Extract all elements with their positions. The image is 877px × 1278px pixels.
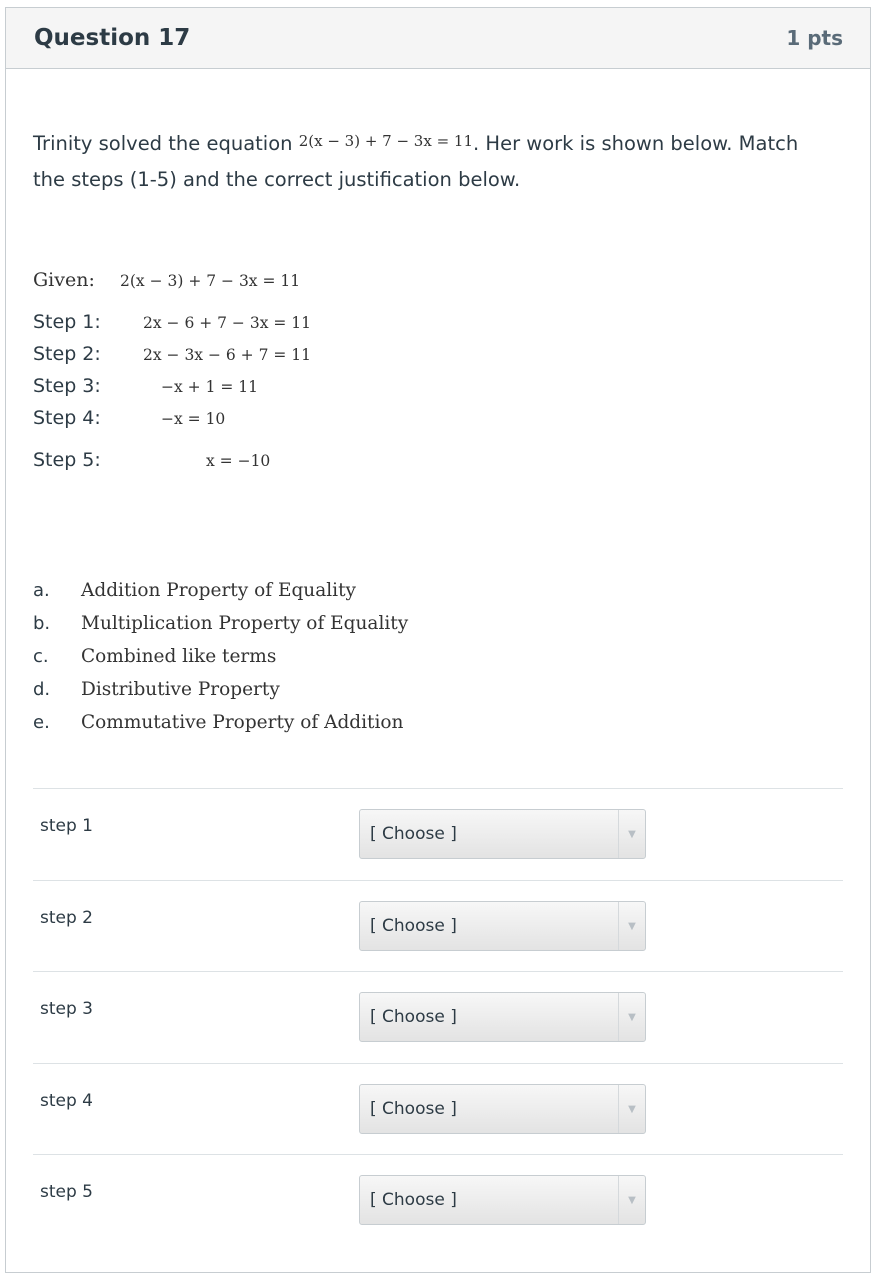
divider [33,1063,843,1064]
question-card [5,7,871,1273]
question-title: Question 17 [34,25,191,51]
step-label: Step 2: [33,343,101,365]
given-row [33,269,300,291]
match-label-step-4: step 4 [40,1091,93,1111]
divider [33,788,843,789]
step-2-select[interactable] [359,901,646,951]
option-letter: d. [33,679,51,700]
step-label: Step 1: [33,311,101,333]
match-label-step-2: step 2 [40,908,93,928]
step-equation: 2x − 6 + 7 − 3x = 11 [143,314,312,332]
step-5-select[interactable] [359,1175,646,1225]
step-3-select[interactable] [359,992,646,1042]
chevron-down-icon: ▼ [618,902,645,950]
work-step [33,343,311,365]
step-equation: −x = 10 [161,410,226,428]
option-item [33,679,280,700]
question-prompt: Trinity solved the equation $^{2(x - 3) + 7 - 3x = 11}$. Her work is shown below. Match the steps (1-5) and the correct justification below. [33,132,799,191]
option-item [33,712,403,733]
question-header [6,8,870,69]
option-text: Commutative Property of Addition [81,712,404,733]
step-4-select[interactable] [359,1084,646,1134]
select-value: [ Choose ] [370,1190,457,1210]
question-points: 1 pts [786,26,843,50]
divider [33,880,843,881]
match-label-step-5: step 5 [40,1182,93,1202]
given-equation: 2(x − 3) + 7 − 3x = 11 [120,272,301,290]
option-text: Multiplication Property of Equality [81,613,409,634]
prompt-equation: 2(x − 3) + 7 − 3x = 11 [298,132,474,150]
option-text: Addition Property of Equality [81,580,356,601]
option-letter: c. [33,646,49,667]
select-value: [ Choose ] [370,916,457,936]
option-item [33,580,356,601]
chevron-down-icon: ▼ [618,1085,645,1133]
chevron-down-icon: ▼ [618,993,645,1041]
work-step [33,311,311,333]
work-step [33,407,225,429]
match-label-step-3: step 3 [40,999,93,1019]
step-equation: 2x − 3x − 6 + 7 = 11 [143,346,312,364]
step-equation: x = −10 [206,452,271,470]
divider [33,1154,843,1155]
select-value: [ Choose ] [370,1099,457,1119]
step-1-select[interactable] [359,809,646,859]
option-item [33,646,276,667]
divider [33,971,843,972]
step-label: Step 3: [33,375,101,397]
given-label: Given: [33,269,95,291]
work-step [33,375,258,397]
select-value: [ Choose ] [370,1007,457,1027]
select-value: [ Choose ] [370,824,457,844]
work-step [33,449,270,471]
option-text: Combined like terms [81,646,277,667]
option-letter: b. [33,613,51,634]
option-item [33,613,408,634]
step-label: Step 5: [33,449,101,471]
step-equation: −x + 1 = 11 [161,378,258,396]
option-letter: a. [33,580,50,601]
chevron-down-icon: ▼ [618,810,645,858]
chevron-down-icon: ▼ [618,1176,645,1224]
match-label-step-1: step 1 [40,816,93,836]
option-text: Distributive Property [81,679,280,700]
step-label: Step 4: [33,407,101,429]
option-letter: e. [33,712,50,733]
